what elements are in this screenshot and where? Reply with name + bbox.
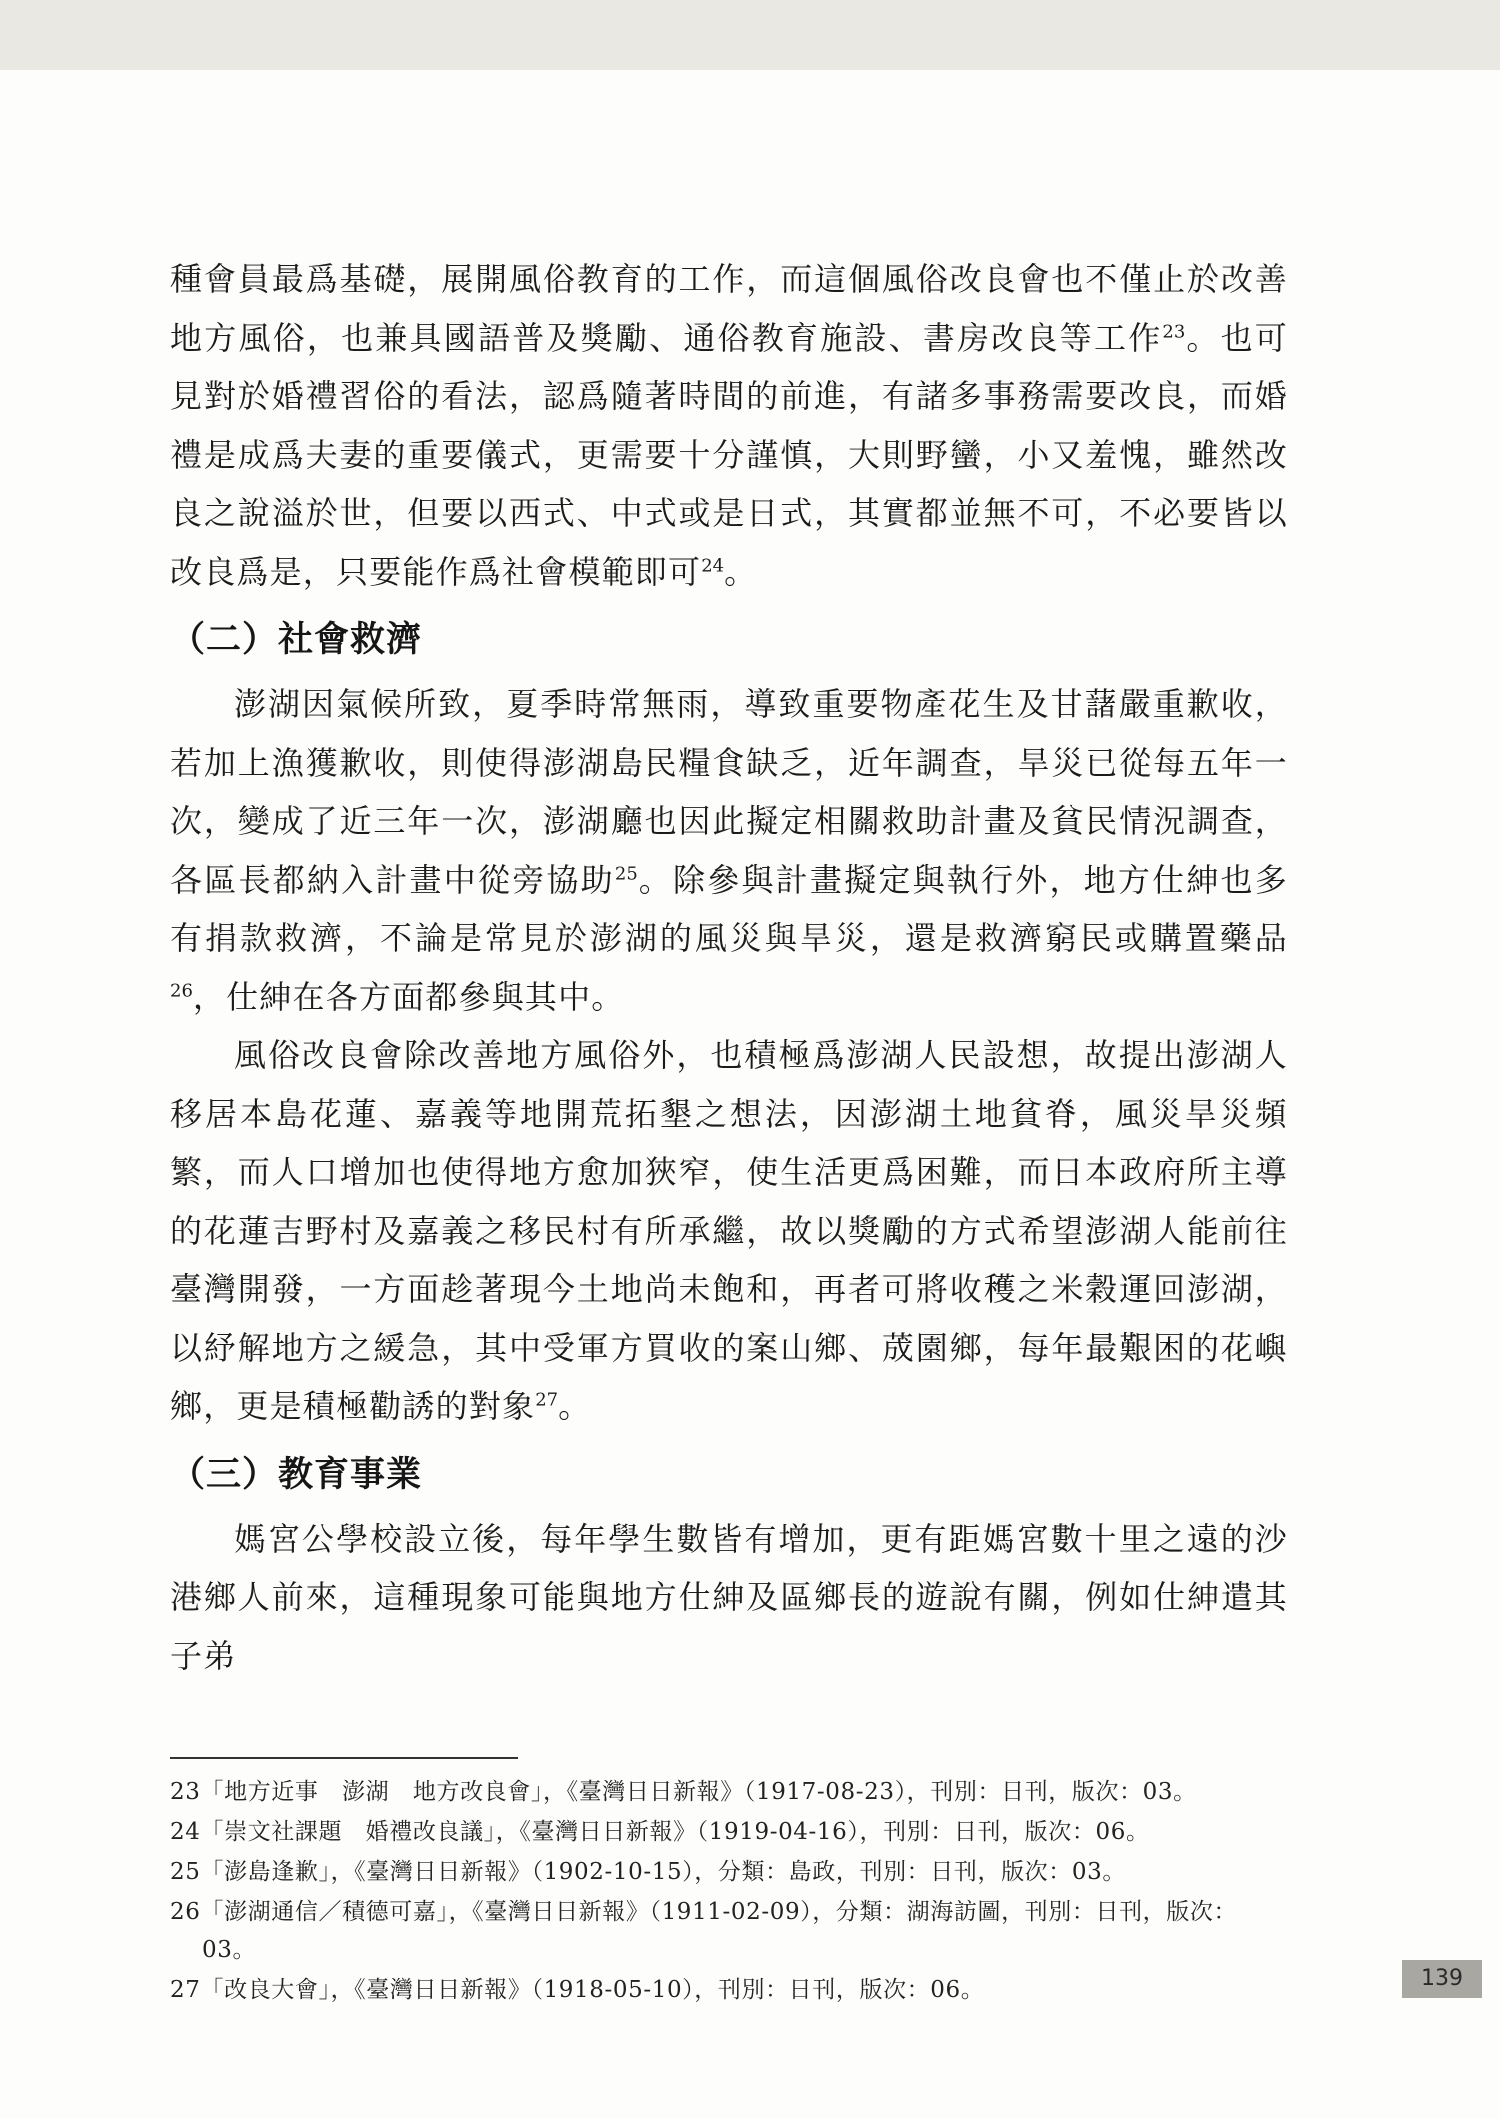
page-number: 139 [1402,1960,1482,1998]
paragraph-3-text-a: 風俗改良會除改善地方風俗外，也積極爲澎湖人民設想，故提出澎湖人移居本島花蓮、嘉義等地開荒拓墾之想法，因澎湖土地貧脊，風災旱災頻繁，而人口增加也使得地方愈加狹窄，使生活更爲困難，而日本政府所主導的花蓮吉野村及嘉義之移民村有所承繼，故以獎勵的方式希望澎湖人能前往臺灣開發，一方面趁著現今土地尚未飽和，再者可將收穫之米穀運回澎湖，以紓解地方之緩急，其中受軍方買收的案山鄉、荿園鄉，每年最艱困的花嶼鄉，更是積極勸誘的對象 [170,1036,1288,1425]
paragraph-1-text-c: 。 [724,552,758,591]
footnote-24: 24「崇文社課題 婚禮改良議」，《臺灣日日新報》（1919-04-16），刊別：日刊，版次：06。 [170,1819,1150,1845]
paragraph-3-text-b: 。 [558,1387,592,1425]
paragraph-4: 媽宮公學校設立後，每年學生數皆有增加，更有距媽宮數十里之遠的沙港鄉人前來，這種現象可能與地方仕紳及區鄉長的遊說有關，例如仕紳遣其子弟 [170,1519,1288,1675]
footnote-ref-26[interactable]: 26 [170,979,193,1001]
footnote-25: 25「澎島逢歉」，《臺灣日日新報》（1902-10-15），分類：島政，刊別：日刊，版次：03。 [170,1859,1126,1885]
footnote-ref-23[interactable]: 23 [1162,320,1186,342]
section-heading-education: （三）教育事業 [170,1454,423,1495]
footnote-23: 23「地方近事 澎湖 地方改良會」，《臺灣日日新報》（1917-08-23），刊別：日刊，版次：03。 [170,1779,1197,1805]
footnote-ref-24[interactable]: 24 [701,554,725,576]
footnote-ref-27[interactable]: 27 [535,1389,559,1411]
paragraph-2 [170,675,1288,1026]
page [0,70,1500,2118]
paragraph-1-text-a: 種會員最爲基礎，展開風俗教育的工作，而這個風俗改良會也不僅止於改善地方風俗，也兼具國語普及獎勵、通俗教育施設、書房改良等工作 [170,260,1288,357]
footnote-26: 26「澎湖通信／積德可嘉」，《臺灣日日新報》（1911-02-09），分類：湖海訪圖，刊別：日刊，版次：03。 [170,1899,1238,1963]
footnote-divider [170,1757,518,1759]
footnote-ref-25[interactable]: 25 [614,862,638,884]
paragraph-2-text-c: ，仕紳在各方面都參與其中。 [192,977,625,1016]
paragraph-3 [170,1026,1288,1436]
section-heading-social-relief: （二）社會救濟 [170,620,423,660]
paragraph-2-text-a: 澎湖因氣候所致，夏季時常無雨，導致重要物產花生及甘藷嚴重歉收，若加上漁獲歉收，則使得澎湖島民糧食缺乏，近年調查，旱災已從每五年一次，變成了近三年一次，澎湖廳也因此擬定相關救助計畫及貧民情況調查，各區長都納入計畫中從旁協助 [170,685,1288,899]
paragraph-2-text-b: 。除參與計畫擬定與執行外，地方仕紳也多有捐款救濟，不論是常見於澎湖的風災與旱災，還是救濟窮民或購置藥品 [170,860,1288,957]
paragraph-1 [170,250,1288,601]
main-content [170,250,1288,2011]
footnotes [170,1773,1288,2009]
paragraph-1-text-b: 。也可見對於婚禮習俗的看法，認爲隨著時間的前進，有諸多事務需要改良，而婚禮是成爲夫妻的重要儀式，更需要十分謹慎，大則野蠻，小又羞愧，雖然改良之說溢於世，但要以西式、中式或是日式，其實都並無不可，不必要皆以改良爲是，只要能作爲社會模範即可 [170,318,1288,591]
footnote-27: 27「改良大會」，《臺灣日日新報》（1918-05-10），刊別：日刊，版次：06。 [170,1977,985,2003]
